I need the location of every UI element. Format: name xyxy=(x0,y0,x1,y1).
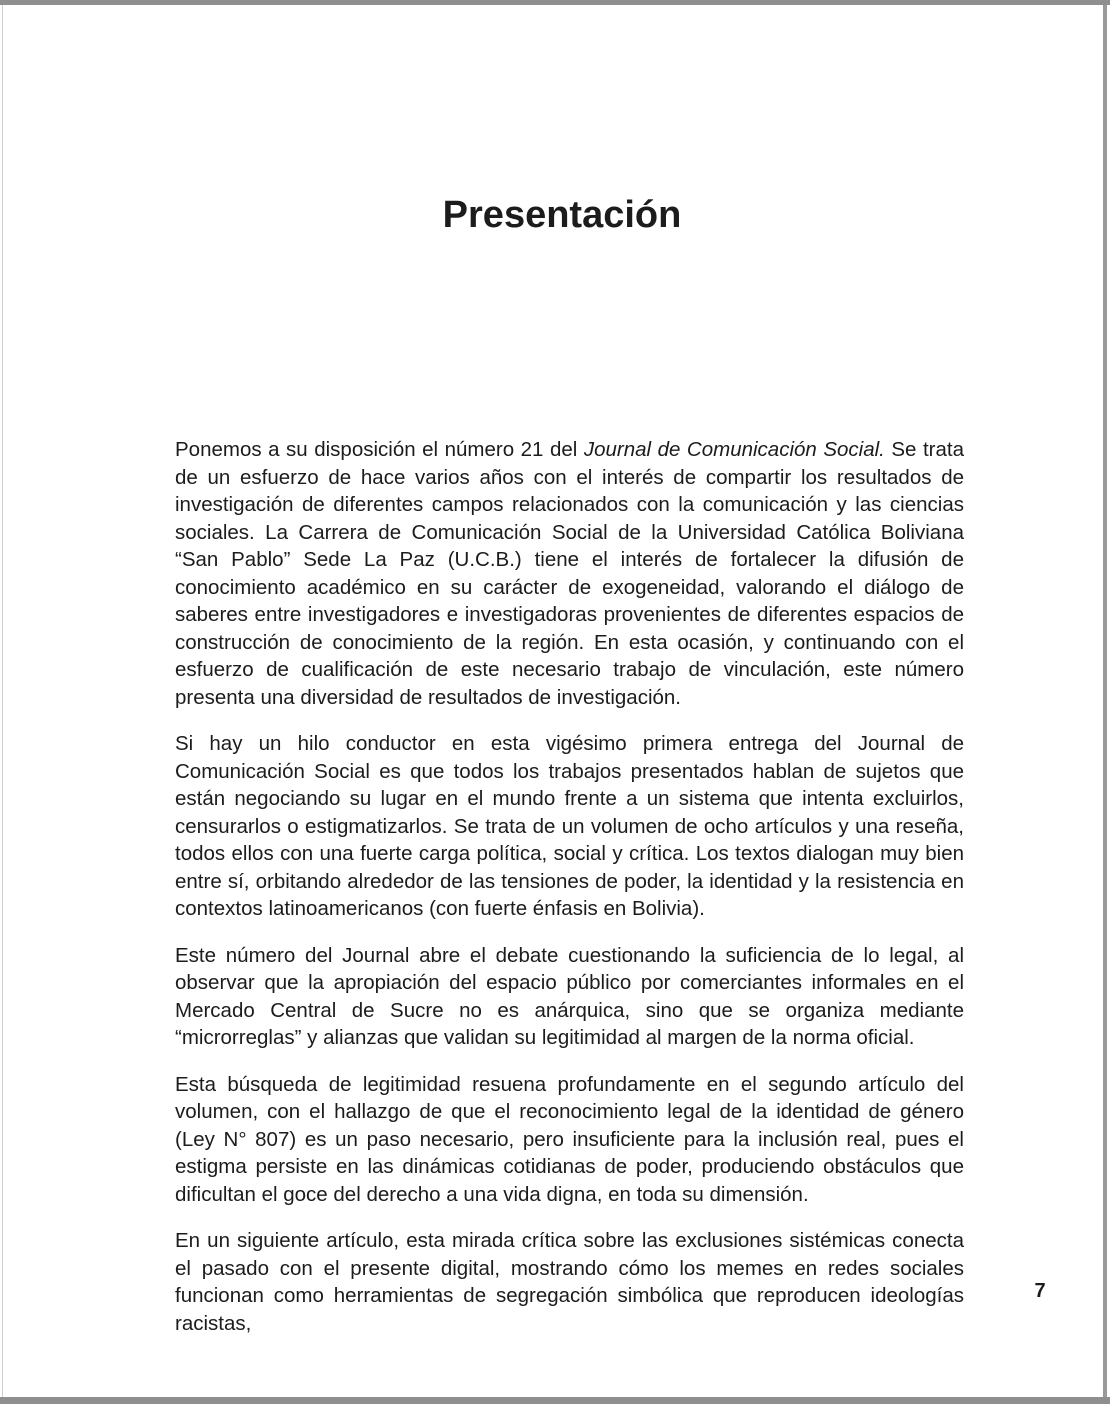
paragraph-1-lead: Ponemos a su disposición el número 21 del xyxy=(175,438,584,461)
paragraph-1-rest: Se trata de un esfuerzo de hace varios años con el interés de compartir los resultados de investigación de diferentes campos relacionados con la comunicación y las ciencias sociales. La Carrera de Comunicación Social de la Universidad Católica Boliviana “San Pablo” Sede La Paz (U.C.B.) tiene el interés de fortalecer la difusión de conocimiento académico en su carácter de exogeneidad, valorando el diálogo de saberes entre investigadores e investigadoras provenientes de diferentes espacios de construcción de conocimiento de la región. En esta ocasión, y continuando con el esfuerzo de cualificación de este necesario trabajo de vinculación, este número presenta una diversidad de resultados de investigación. xyxy=(175,438,964,709)
paragraph-3: Este número del Journal abre el debate cuestionando la suficiencia de lo legal, al observar que la apropiación del espacio público por comerciantes informales en el Mercado Central de Sucre no es anárquica, sino que se organiza mediante “microrreglas” y alianzas que validan su legitimidad al margen de la norma oficial. xyxy=(175,943,964,1049)
page-title: Presentación xyxy=(442,194,682,237)
page-edge-right xyxy=(1103,5,1107,1397)
paragraph-2: Si hay un hilo conductor en esta vigésimo primera entrega del Journal de Comunicación Social es que todos los trabajos presentados hablan de sujetos que están negociando su lugar en el mundo frente a un sistema que intenta excluirlos, censurarlos o estigmatizarlos. Se trata de un volumen de ocho artículos y una reseña, todos ellos con una fuerte carga política, social y crítica. Los textos dialogan muy bien entre sí, orbitando alrededor de las tensiones de poder, la identidad y la resistencia en contextos latinoamericanos (con fuerte énfasis en Bolivia). xyxy=(175,732,964,920)
journal-name-italic: Journal de Comunicación Social. xyxy=(583,438,885,461)
page-edge-bottom xyxy=(0,1397,1110,1404)
paragraph-5: En un siguiente artículo, esta mirada crítica sobre las exclusiones sistémicas conecta el pasado con el presente digital, mostrando cómo los memes en redes sociales funcionan como herramientas de segregación simbólica que reproducen ideologías racistas, xyxy=(175,1229,964,1335)
page-number: 7 xyxy=(1034,1280,1046,1302)
paragraph-1 xyxy=(175,436,964,711)
page-edge-left xyxy=(2,5,3,1397)
paragraph-4: Esta búsqueda de legitimidad resuena profundamente en el segundo artículo del volumen, con el hallazgo de que el reconocimiento legal de la identidad de género (Ley N° 807) es un paso necesario, pero insuficiente para la inclusión real, pues el estigma persiste en las dinámicas cotidianas de poder, produciendo obstáculos que dificultan el goce del derecho a una vida digna, en toda su dimensión. xyxy=(175,1072,964,1206)
page-edge-top xyxy=(0,0,1110,5)
body-text-block xyxy=(175,436,964,1356)
